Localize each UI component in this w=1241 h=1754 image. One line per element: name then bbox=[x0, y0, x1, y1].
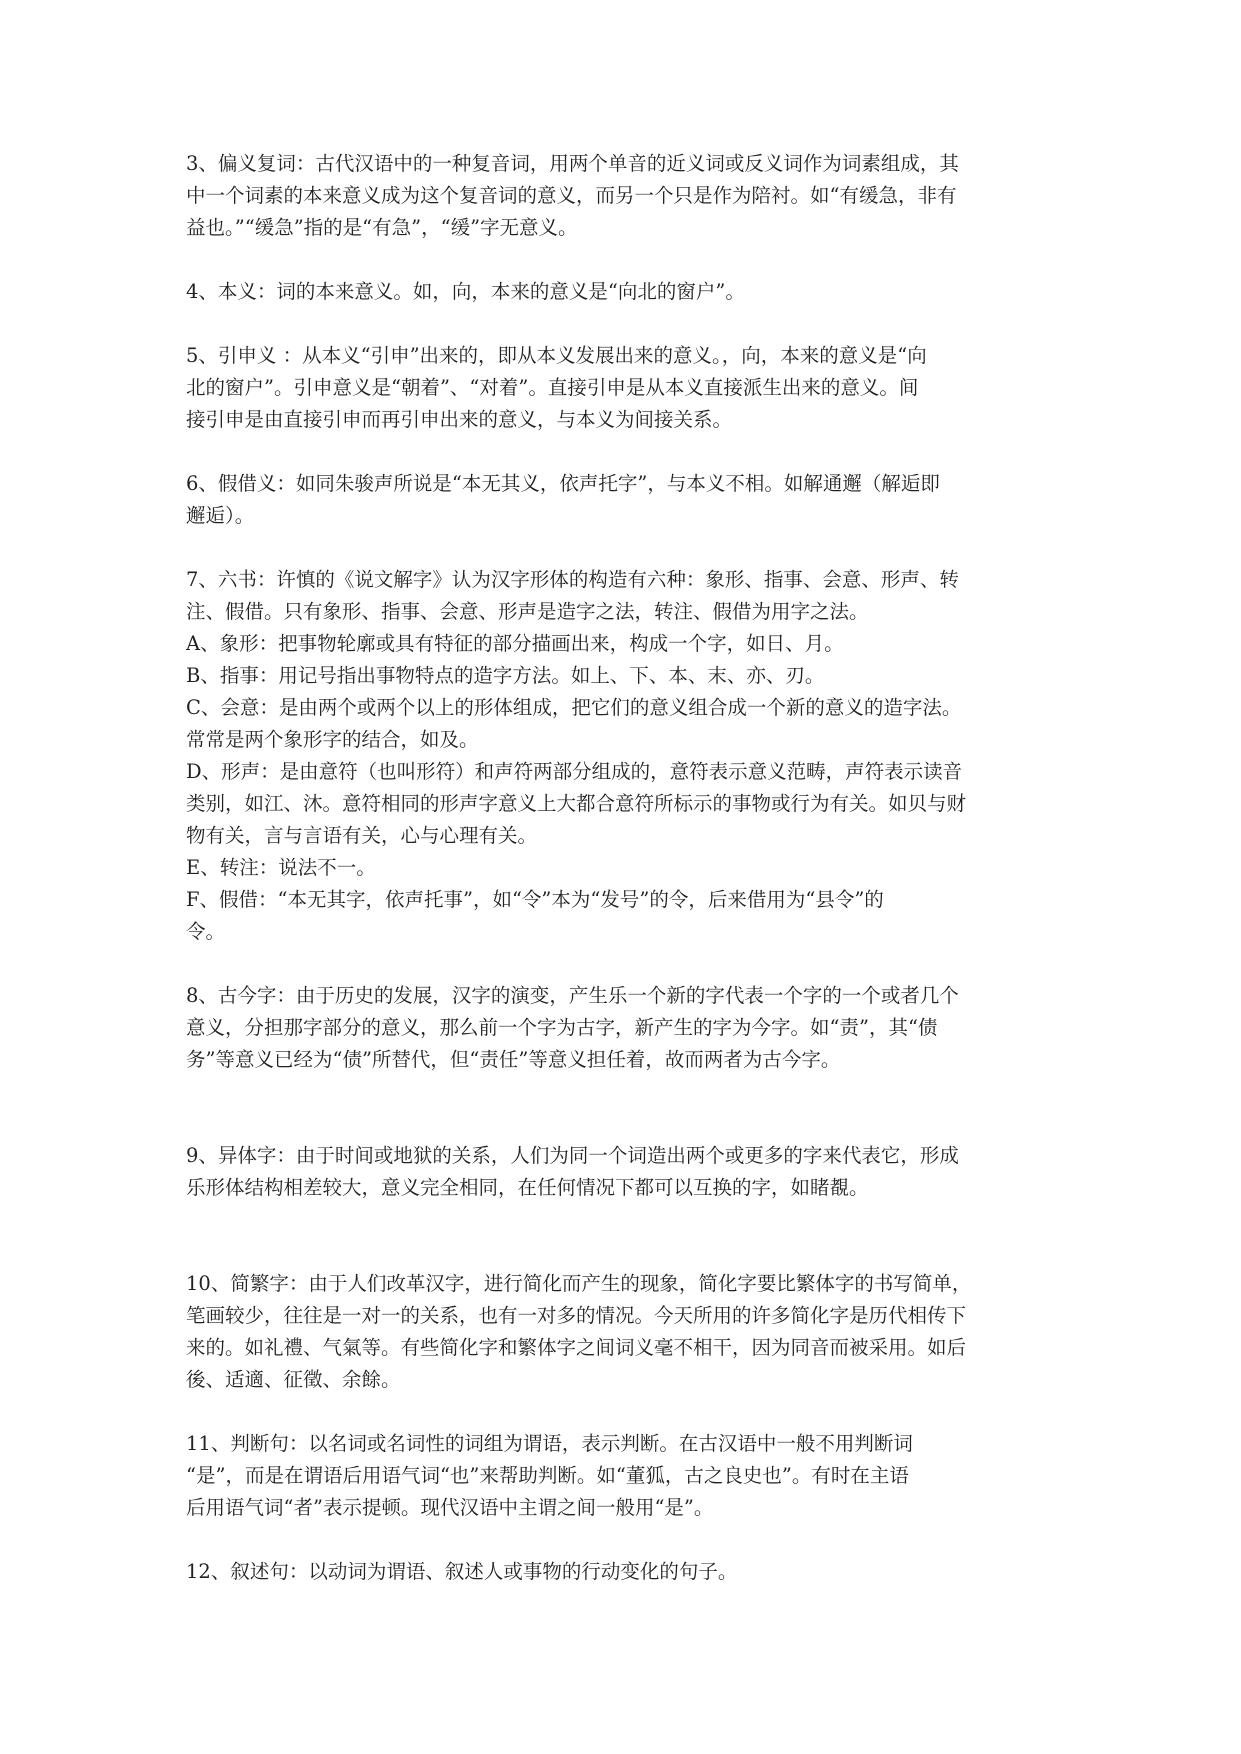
text-line: 12、叙述句：以动词为谓语、叙述人或事物的行动变化的句子。 bbox=[186, 1560, 738, 1583]
text-line: D、形声：是由意符（也叫形符）和声符两部分组成的，意符表示意义范畴，声符表示读音 bbox=[186, 760, 963, 783]
text-line: E、转注：说法不一。 bbox=[186, 856, 376, 879]
text-line: 益也。”“缓急”指的是“有急”，“缓”字无意义。 bbox=[186, 216, 578, 239]
paragraph-spacer bbox=[186, 532, 1056, 564]
paragraph-simplified-traditional bbox=[186, 1268, 1056, 1396]
paragraph-narrative-sentence bbox=[186, 1556, 1056, 1588]
paragraph-six-categories bbox=[186, 564, 1056, 948]
text-line: 9、异体字：由于时间或地狱的关系，人们为同一个词造出两个或更多的字来代表它，形成 bbox=[186, 1144, 959, 1167]
text-line: 6、假借义：如同朱骏声所说是“本无其义，依声托字”，与本义不相。如解通邂（解逅即 bbox=[186, 472, 940, 495]
text-line: 3、偏义复词：古代汉语中的一种复音词，用两个单音的近义词或反义词作为词素组成，其 bbox=[186, 152, 959, 175]
text-line: 7、六书：许慎的《说文解字》认为汉字形体的构造有六种：象形、指事、会意、形声、转 bbox=[186, 568, 959, 591]
text-line: 后用语气词“者”表示提顿。现代汉语中主谓之间一般用“是”。 bbox=[186, 1496, 714, 1519]
paragraph-ancient-modern-characters bbox=[186, 980, 1056, 1076]
text-line: C、会意：是由两个或两个以上的形体组成，把它们的意义组合成一个新的意义的造字法。 bbox=[186, 696, 962, 719]
text-line: 10、简繁字：由于人们改革汉字，进行简化而产生的现象，简化字要比繁体字的书写简单， bbox=[186, 1272, 972, 1295]
text-line: 务”等意义已经为“债”所替代，但“责任”等意义担任着，故而两者为古今字。 bbox=[186, 1048, 841, 1071]
text-line: 意义，分担那字部分的意义，那么前一个字为古字，新产生的字为今字。如“责”，其“债 bbox=[186, 1016, 938, 1039]
paragraph-original-meaning bbox=[186, 276, 1056, 308]
text-line: 乐形体结构相差较大，意义完全相同，在任何情况下都可以互换的字，如睹覩。 bbox=[186, 1176, 869, 1199]
text-line: 接引申是由直接引申而再引申出来的意义，与本义为间接关系。 bbox=[186, 408, 733, 431]
paragraph-spacer bbox=[186, 244, 1056, 276]
document-body bbox=[186, 148, 1056, 1588]
text-line: 後、适適、征徵、余餘。 bbox=[186, 1368, 401, 1391]
text-line: 4、本义：词的本来意义。如，向，本来的意义是“向北的窗户”。 bbox=[186, 280, 745, 303]
paragraph-extended-meaning bbox=[186, 340, 1056, 436]
paragraph-partial-synonym-compound bbox=[186, 148, 1056, 244]
text-line: 8、古今字：由于历史的发展，汉字的演变，产生乐一个新的字代表一个字的一个或者几个 bbox=[186, 984, 959, 1007]
paragraph-spacer bbox=[186, 1204, 1056, 1268]
text-line: 5、引申义 ：从本义“引申”出来的，即从本义发展出来的意义。，向，本来的意义是“向 bbox=[186, 344, 927, 367]
paragraph-spacer bbox=[186, 948, 1056, 980]
text-line: 常常是两个象形字的结合，如及。 bbox=[186, 728, 479, 751]
paragraph-spacer bbox=[186, 1524, 1056, 1556]
text-line: 11、判断句：以名词或名词性的词组为谓语，表示判断。在古汉语中一般不用判断词 bbox=[186, 1432, 913, 1455]
paragraph-spacer bbox=[186, 1076, 1056, 1140]
text-line: “是”，而是在谓语后用语气词“也”来帮助判断。如“董狐，古之良史也”。有时在主语 bbox=[186, 1464, 909, 1487]
text-line: 注、假借。只有象形、指事、会意、形声是造字之法，转注、假借为用字之法。 bbox=[186, 600, 869, 623]
paragraph-spacer bbox=[186, 1396, 1056, 1428]
text-line: 中一个词素的本来意义成为这个复音词的意义，而另一个只是作为陪衬。如“有缓急，非有 bbox=[186, 184, 957, 207]
paragraph-spacer bbox=[186, 436, 1056, 468]
text-line: 笔画较少，往往是一对一的关系，也有一对多的情况。今天所用的许多简化字是历代相传下 bbox=[186, 1304, 967, 1327]
text-line: 邂逅）。 bbox=[186, 504, 255, 527]
text-line: 物有关，言与言语有关，心与心理有关。 bbox=[186, 824, 538, 847]
text-line: 类别，如江、沐。意符相同的形声字意义上大都合意符所标示的事物或行为有关。如贝与财 bbox=[186, 792, 967, 815]
paragraph-spacer bbox=[186, 308, 1056, 340]
text-line: 来的。如礼禮、气氣等。有些简化字和繁体字之间词义毫不相干，因为同音而被采用。如后 bbox=[186, 1336, 967, 1359]
text-line: A、象形：把事物轮廓或具有特征的部分描画出来，构成一个字，如日、月。 bbox=[186, 632, 844, 655]
paragraph-borrowed-meaning bbox=[186, 468, 1056, 532]
text-line: 令。 bbox=[186, 920, 226, 943]
paragraph-variant-characters bbox=[186, 1140, 1056, 1204]
text-line: B、指事：用记号指出事物特点的造字方法。如上、下、本、末、亦、刃。 bbox=[186, 664, 825, 687]
text-line: F、假借：“本无其字，依声托事”，如“令”本为“发号”的令，后来借用为“县令”的 bbox=[186, 888, 884, 911]
text-line: 北的窗户”。引申意义是“朝着”、“对着”。直接引申是从本义直接派生出来的意义。间 bbox=[186, 376, 919, 399]
paragraph-judgment-sentence bbox=[186, 1428, 1056, 1524]
